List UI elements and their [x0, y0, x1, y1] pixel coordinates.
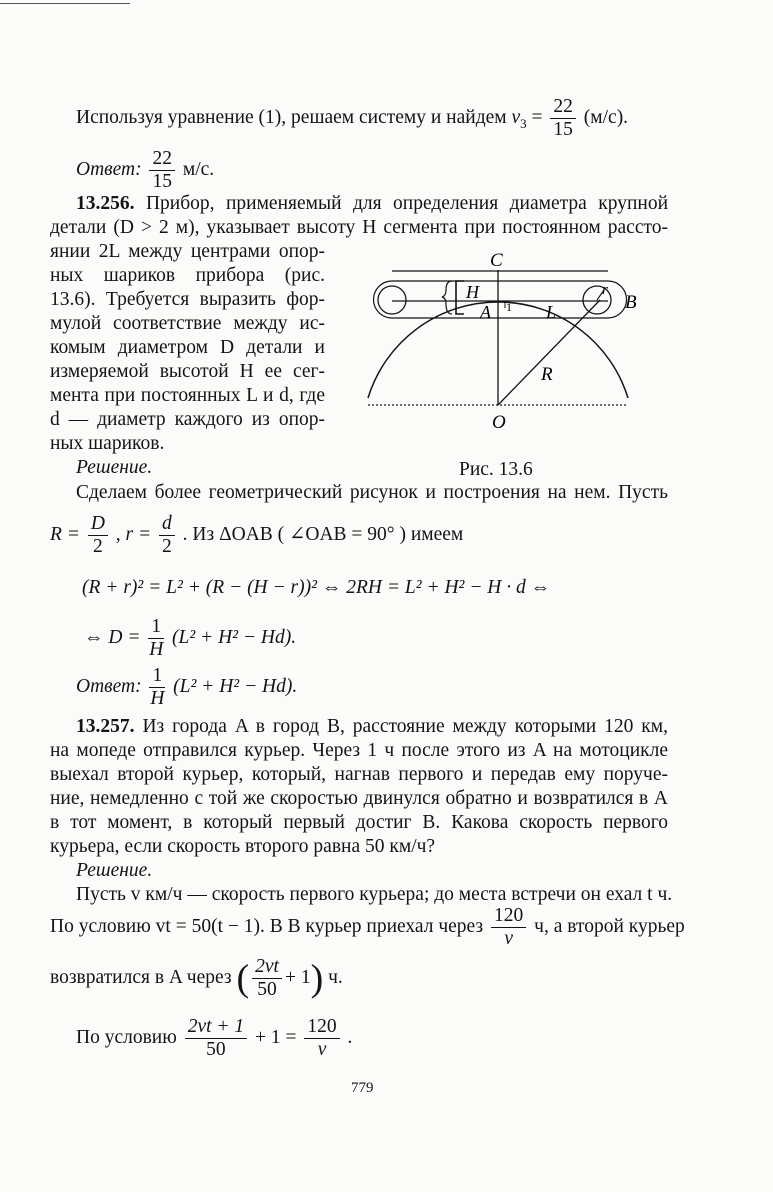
- label-one: 1: [506, 300, 512, 314]
- fraction-2vt-50: $\frac{2vt}{50}$: [252, 956, 282, 1001]
- p256-line-7: комым диаметром D детали и: [50, 337, 325, 358]
- p256-line-2: детали (D > 2 м), указывает высоту H сегмента при постоянном рассто-: [50, 217, 668, 238]
- figure-caption: Рис. 13.6: [459, 459, 533, 480]
- label-H: H: [466, 282, 479, 302]
- fraction-D-2: $\frac{D}{2}$: [88, 513, 108, 558]
- prev-answer: Ответ: $\frac{22}{15}$ м/с.: [76, 148, 215, 192]
- p256-solution-label: Решение.: [76, 457, 153, 478]
- p256-line-4: ных шариков прибора (рис.: [50, 265, 325, 286]
- p257-solution-label: Решение.: [76, 860, 153, 881]
- fraction-1-H: $\frac{1}{H}$: [149, 616, 164, 660]
- v3-fraction: $\frac{22}{15}$: [550, 96, 576, 141]
- p257-s2: По условию vt = 50(t − 1). В B курьер приехал через $\frac{120}{v}$ ч, а второй курьер: [50, 905, 685, 949]
- p257-line-6: курьера, если скорость второго равна 50 км/ч?: [50, 836, 436, 857]
- fraction-d-2: $\frac{d}{2}$: [159, 513, 175, 558]
- p256-line-1: 13.256. Прибор, применяемый для определения диаметра крупной: [76, 193, 668, 214]
- left-ball: [378, 286, 406, 314]
- p256-eq2: (R + r)² = L² + (R − (H − r))² ⇔ 2RH = L² + H² − H · d ⇔: [82, 577, 551, 598]
- label-A: A: [480, 302, 491, 322]
- p257-line-4: ние, немедленно с той же скоростью двинулся обратно и возвратился в A: [50, 788, 668, 809]
- answer-fraction-1-H: $\frac{1}{H}$: [150, 665, 165, 709]
- label-B: B: [625, 292, 637, 313]
- p256-eq3: ⇔ D = $\frac{1}{H}$ (L² + H² − Hd).: [84, 616, 297, 660]
- p256-line-10: d — диаметр каждого из опор-: [50, 409, 325, 430]
- page-number: 779: [351, 1080, 374, 1096]
- top-rule: [0, 3, 130, 4]
- label-R: R: [541, 364, 553, 385]
- p256-answer: Ответ: $\frac{1}{H}$ (L² + H² − Hd).: [76, 665, 298, 709]
- p257-line-5: в тот момент, в который первый достиг B. Какова скорость первого: [50, 812, 668, 833]
- p256-line-5: 13.6). Требуется выразить фор-: [50, 289, 325, 310]
- h-bracket: [456, 281, 464, 314]
- p256-line-11: ных шариков.: [50, 433, 165, 454]
- p256-line-3: янии 2L между центрами опор-: [50, 241, 325, 262]
- p256-line-6: мулой соответствие между ис-: [50, 313, 325, 334]
- fraction-2vt1-50: $\frac{2vt + 1}{50}$: [185, 1016, 247, 1061]
- label-L: L: [546, 302, 557, 322]
- prev-result-line: Используя уравнение (1), решаем систему и найдем $v_3$ = $\frac{22}{15}$ (м/с).: [76, 96, 629, 140]
- p257-s3: возвратился в A через ( $\frac{2vt}{50}$ + 1) ч.: [50, 956, 343, 1000]
- p257-s1: Пусть v км/ч — скорость первого курьера; до места встречи он ехал t ч.: [76, 884, 673, 905]
- p257-line-2: на мопеде отправился курьер. Через 1 ч после этого из A на мотоцикле: [50, 740, 668, 761]
- fraction-120-v-2: $\frac{120}{v}$: [304, 1016, 339, 1061]
- p256-line-9: мента при постоянных L и d, где: [50, 385, 325, 406]
- p256-eq1: R = $\frac{D}{2}$ , r = $\frac{d}{2}$ . Из ΔOAB ( ∠OAB = 90° ) имеем: [50, 513, 464, 557]
- p256-line-8: измеряемой высотой H ее сег-: [50, 361, 325, 382]
- fraction-120-v: $\frac{120}{v}$: [491, 905, 526, 950]
- label-C: C: [490, 250, 503, 271]
- label-O: O: [492, 412, 506, 433]
- figure-13-6: [360, 248, 650, 438]
- p257-s4: По условию $\frac{2vt + 1}{50}$ + 1 = $\frac{120}{v}$ .: [76, 1016, 353, 1060]
- prev-answer-fraction: $\frac{22}{15}$: [149, 148, 175, 193]
- label-r: r: [602, 282, 608, 298]
- p256-after-line: Сделаем более геометрический рисунок и построения на нем. Пусть: [76, 482, 668, 503]
- h-brace: [442, 281, 452, 314]
- p257-line-3: выехал второй курьер, который, нагнав первого и передав ему поруче-: [50, 764, 668, 785]
- p257-line-1: 13.257. Из города A в город B, расстояние между которыми 120 км,: [76, 716, 668, 737]
